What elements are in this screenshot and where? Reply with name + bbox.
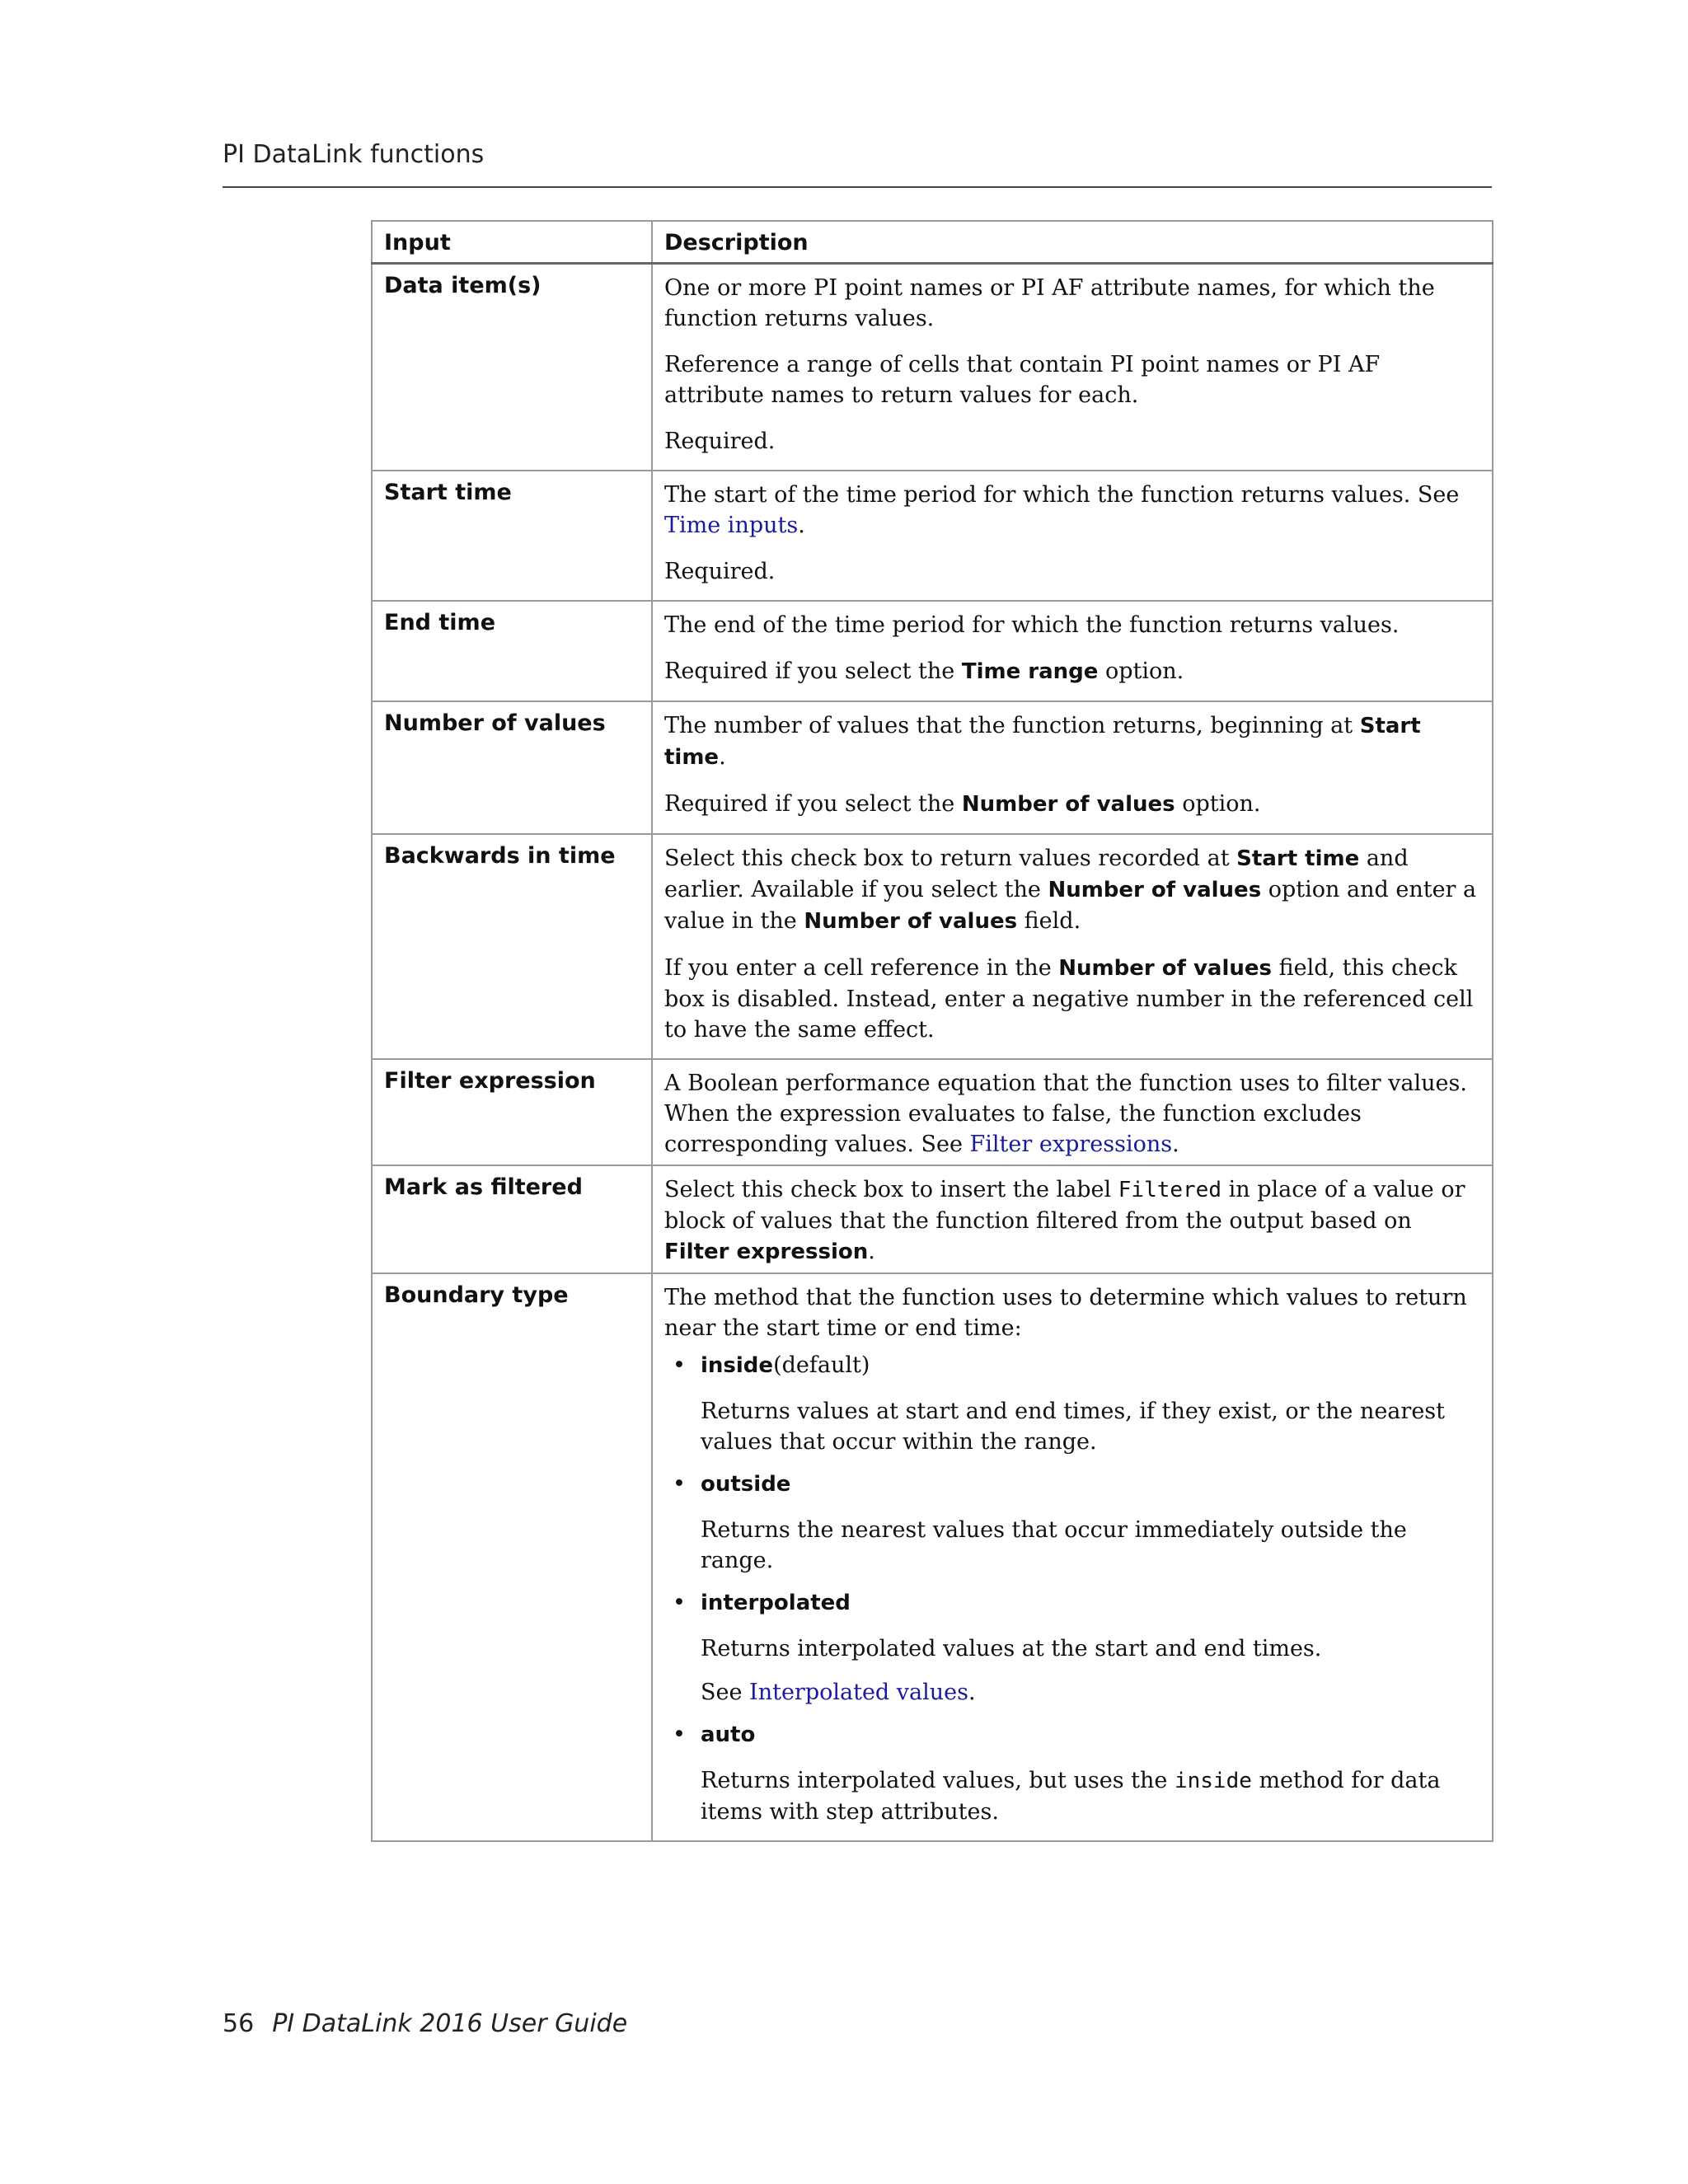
bold-term: Time range bbox=[961, 659, 1099, 684]
list-item bbox=[664, 1350, 1480, 1457]
description-paragraph bbox=[664, 843, 1480, 937]
code-term: inside bbox=[1174, 1769, 1252, 1793]
list-item bbox=[664, 1587, 1480, 1708]
table-row bbox=[372, 834, 1493, 1059]
option-name: interpolated bbox=[701, 1591, 851, 1615]
option-heading bbox=[701, 1350, 1480, 1381]
input-name: Backwards in time bbox=[372, 834, 652, 1059]
input-name: End time bbox=[372, 601, 652, 701]
page-footer bbox=[223, 2009, 627, 2038]
list-item bbox=[664, 1469, 1480, 1576]
option-description bbox=[701, 1765, 1480, 1827]
column-header-input: Input bbox=[372, 221, 652, 264]
description-paragraph: One or more PI point names or PI AF attribute names, for which the function returns values. bbox=[664, 275, 1435, 331]
input-description bbox=[652, 1273, 1493, 1841]
description-paragraph bbox=[664, 1068, 1480, 1160]
text-run: The start of the time period for which the function returns values. See bbox=[664, 482, 1460, 508]
text-run: See bbox=[701, 1680, 750, 1705]
option-name: inside bbox=[701, 1353, 774, 1378]
text-run: . bbox=[868, 1239, 875, 1264]
table-row bbox=[372, 701, 1493, 834]
description-paragraph bbox=[664, 789, 1480, 820]
text-run: A Boolean performance equation that the function uses to filter values. When the expression evaluates to false, the function excludes corresponding values. See bbox=[664, 1071, 1467, 1157]
option-description bbox=[701, 1677, 1480, 1708]
page-number: 56 bbox=[223, 2009, 255, 2038]
time-inputs-link[interactable]: Time inputs bbox=[664, 513, 799, 538]
text-run: option. bbox=[1098, 658, 1184, 684]
page-header-title: PI DataLink functions bbox=[223, 140, 485, 169]
text-run: and earlier. Available if you select the bbox=[664, 846, 1409, 902]
bold-term: Number of values bbox=[961, 792, 1175, 817]
input-name: Filter expression bbox=[372, 1059, 652, 1165]
option-heading bbox=[701, 1719, 1480, 1750]
option-description: Returns the nearest values that occur immediately outside the range. bbox=[701, 1517, 1407, 1573]
description-paragraph bbox=[664, 1174, 1480, 1268]
text-run: Select this check box to insert the label bbox=[664, 1177, 1118, 1202]
column-header-description: Description bbox=[652, 221, 1493, 264]
interpolated-values-link[interactable]: Interpolated values bbox=[749, 1680, 969, 1705]
description-paragraph bbox=[664, 953, 1480, 1045]
input-description bbox=[652, 264, 1493, 471]
code-term: Filtered bbox=[1118, 1178, 1221, 1202]
text-run: . bbox=[968, 1680, 976, 1705]
table-header-row bbox=[372, 221, 1493, 264]
table-row bbox=[372, 1273, 1493, 1841]
description-paragraph: The end of the time period for which the function returns values. bbox=[664, 612, 1400, 638]
table-row bbox=[372, 1165, 1493, 1273]
text-run: Required if you select the bbox=[664, 791, 962, 817]
option-heading bbox=[701, 1587, 1480, 1619]
table-row bbox=[372, 1059, 1493, 1165]
description-paragraph: Reference a range of cells that contain PI point names or PI AF attribute names to return values for each. bbox=[664, 352, 1381, 408]
bold-term: Number of values bbox=[804, 909, 1018, 934]
input-description bbox=[652, 834, 1493, 1059]
bold-term: Number of values bbox=[1048, 878, 1262, 902]
filter-expressions-link[interactable]: Filter expressions bbox=[969, 1132, 1173, 1157]
bullet-icon: • bbox=[673, 1590, 686, 1615]
table-row bbox=[372, 264, 1493, 471]
input-name: Mark as filtered bbox=[372, 1165, 652, 1273]
input-description bbox=[652, 1059, 1493, 1165]
input-name: Data item(s) bbox=[372, 264, 652, 471]
description-paragraph bbox=[664, 710, 1480, 773]
text-run: If you enter a cell reference in the bbox=[664, 955, 1059, 981]
input-description bbox=[652, 701, 1493, 834]
table-row bbox=[372, 601, 1493, 701]
text-run: Returns interpolated values, but uses the bbox=[701, 1768, 1175, 1793]
table-row bbox=[372, 471, 1493, 601]
text-run: option and enter a value in the bbox=[664, 877, 1477, 934]
option-heading bbox=[701, 1469, 1480, 1500]
bold-term: Number of values bbox=[1058, 956, 1272, 981]
input-description bbox=[652, 471, 1493, 601]
list-item bbox=[664, 1719, 1480, 1827]
boundary-type-list bbox=[664, 1350, 1480, 1827]
inputs-table bbox=[371, 220, 1493, 1842]
input-name: Start time bbox=[372, 471, 652, 601]
header-divider bbox=[223, 186, 1492, 188]
bullet-icon: • bbox=[673, 1722, 686, 1747]
description-paragraph: Required. bbox=[664, 429, 776, 454]
bullet-icon: • bbox=[673, 1471, 686, 1497]
description-paragraph bbox=[664, 656, 1480, 687]
text-run: field. bbox=[1017, 908, 1081, 934]
guide-title: PI DataLink 2016 User Guide bbox=[272, 2009, 628, 2038]
text-run: Required if you select the bbox=[664, 658, 962, 684]
text-run: . bbox=[1172, 1132, 1179, 1157]
input-description bbox=[652, 601, 1493, 701]
input-description bbox=[652, 1165, 1493, 1273]
description-paragraph: Required. bbox=[664, 559, 776, 584]
text-run: The number of values that the function returns, beginning at bbox=[664, 713, 1360, 738]
bold-term: Filter expression bbox=[664, 1240, 869, 1264]
text-run: (default) bbox=[773, 1352, 870, 1378]
text-run: method for data items with step attributes. bbox=[701, 1768, 1441, 1825]
text-run: option. bbox=[1175, 791, 1261, 817]
input-name: Boundary type bbox=[372, 1273, 652, 1841]
text-run: . bbox=[798, 513, 805, 538]
option-name: auto bbox=[701, 1722, 756, 1747]
description-paragraph bbox=[664, 480, 1480, 541]
bold-term: Start time bbox=[1236, 846, 1360, 871]
text-run: . bbox=[719, 744, 726, 770]
text-run: in place of a value or block of values that the function filtered from the output based on bbox=[664, 1177, 1465, 1234]
description-paragraph: The method that the function uses to determine which values to return near the start time or end time: bbox=[664, 1285, 1467, 1341]
text-run: field, this check box is disabled. Instead, enter a negative number in the referenced cell to have the same effect. bbox=[664, 955, 1474, 1043]
bold-term: Start time bbox=[664, 714, 1421, 770]
option-description: Returns interpolated values at the start and end times. bbox=[701, 1636, 1322, 1661]
input-name: Number of values bbox=[372, 701, 652, 834]
option-description: Returns values at start and end times, if they exist, or the nearest values that occur within the range. bbox=[701, 1399, 1445, 1455]
bullet-icon: • bbox=[673, 1352, 686, 1378]
text-run: Select this check box to return values recorded at bbox=[664, 846, 1237, 871]
option-name: outside bbox=[701, 1472, 791, 1497]
